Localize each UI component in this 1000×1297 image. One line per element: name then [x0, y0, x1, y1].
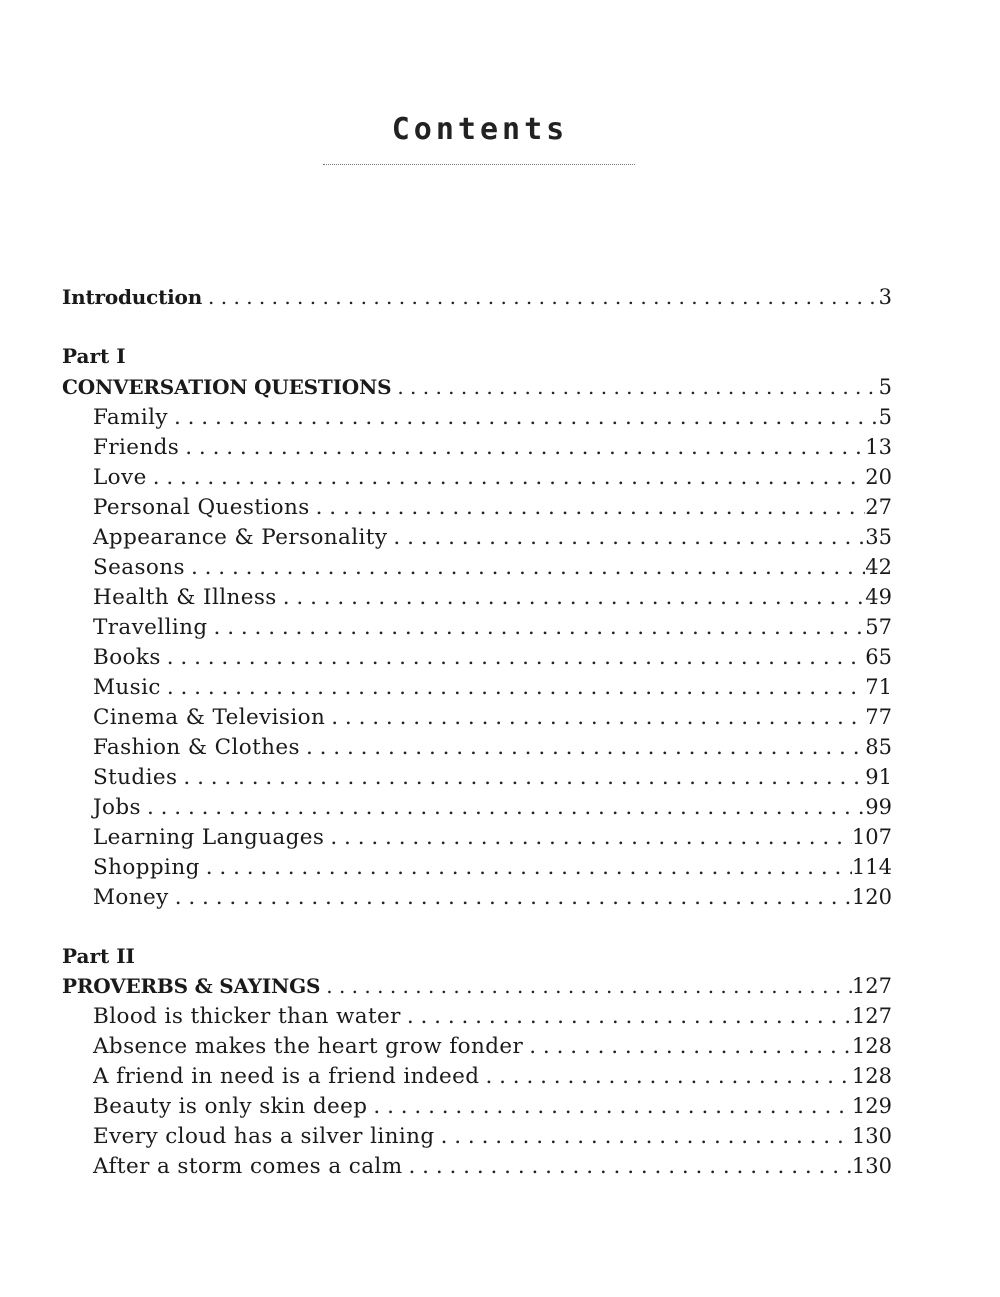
- toc-entry-label: Blood is thicker than water: [93, 1004, 401, 1029]
- toc-entry[interactable]: [93, 522, 892, 552]
- dot-leader: [479, 1062, 851, 1092]
- toc-entry[interactable]: [93, 762, 892, 792]
- toc-entry-page: 85: [865, 735, 892, 759]
- toc-entry-label: Every cloud has a silver lining: [93, 1124, 435, 1149]
- dot-leader: [300, 733, 865, 763]
- dot-leader: [435, 1122, 852, 1152]
- toc-entry-label: Love: [93, 465, 147, 490]
- toc-entry-label: Absence makes the heart grow fonder: [93, 1034, 524, 1059]
- dot-leader: [324, 823, 852, 853]
- toc-entry[interactable]: [93, 822, 892, 852]
- dot-leader: [208, 613, 866, 643]
- toc-entry-label: Fashion & Clothes: [93, 735, 300, 760]
- toc-entry-label: Introduction: [62, 285, 203, 309]
- toc-entry[interactable]: [93, 582, 892, 612]
- toc-entry-label: Cinema & Television: [93, 705, 326, 730]
- toc-entry-page: 128: [851, 1064, 892, 1088]
- toc-section-proverbs-sayings[interactable]: [62, 971, 892, 1001]
- toc-entry[interactable]: [93, 642, 892, 672]
- dot-leader: [367, 1092, 852, 1122]
- toc-entry-label: Travelling: [93, 615, 208, 640]
- toc-section-conversation-questions[interactable]: [62, 372, 892, 402]
- toc-entry-page: 49: [865, 585, 892, 609]
- toc-entry[interactable]: [93, 1091, 892, 1121]
- toc-entry-page: 3: [878, 285, 892, 309]
- toc-entry-label: Friends: [93, 435, 180, 460]
- toc-entry-page: 35: [865, 525, 892, 549]
- toc-entry-label: Appearance & Personality: [93, 525, 388, 550]
- toc-entry-page: 42: [865, 555, 892, 579]
- dot-leader: [320, 971, 852, 1001]
- toc-entry-page: 57: [865, 615, 892, 639]
- toc-entry[interactable]: [93, 552, 892, 582]
- toc-entry[interactable]: [93, 732, 892, 762]
- dot-leader: [200, 853, 852, 883]
- toc-entry[interactable]: [93, 1151, 892, 1181]
- dot-leader: [168, 403, 879, 433]
- title-underline: [323, 164, 635, 165]
- dot-leader: [325, 703, 865, 733]
- toc-entry-page: 107: [851, 825, 892, 849]
- dot-leader: [161, 643, 866, 673]
- toc-entry-label: Jobs: [93, 795, 141, 820]
- toc-entry[interactable]: [93, 432, 892, 462]
- toc-entry-page: 120: [851, 885, 892, 909]
- toc-entry-page: 71: [865, 675, 892, 699]
- dot-leader: [147, 463, 866, 493]
- toc-entry[interactable]: [93, 1061, 892, 1091]
- dot-leader: [141, 793, 865, 823]
- toc-entry-label: Books: [93, 645, 161, 670]
- toc-entry-label: PROVERBS & SAYINGS: [62, 974, 321, 998]
- dot-leader: [177, 763, 865, 793]
- toc-entry-page: 91: [865, 765, 892, 789]
- toc-entry-label: Studies: [93, 765, 178, 790]
- toc-entry-page: 27: [865, 495, 892, 519]
- toc-entry-label: After a storm comes a calm: [93, 1154, 403, 1179]
- dot-leader: [277, 583, 866, 613]
- toc-entry-label: A friend in need is a friend indeed: [93, 1064, 480, 1089]
- toc-entry-label: Family: [93, 405, 168, 430]
- toc-entry-page: 20: [865, 465, 892, 489]
- dot-leader: [523, 1032, 852, 1062]
- toc-entry[interactable]: [93, 1121, 892, 1151]
- toc-entry[interactable]: [93, 1001, 892, 1031]
- toc-entry-page: 13: [865, 435, 892, 459]
- dot-leader: [179, 433, 865, 463]
- dot-leader: [401, 1002, 852, 1032]
- toc-entry-page: 127: [851, 974, 892, 998]
- toc-entry-label: Personal Questions: [93, 495, 310, 520]
- toc-entry-page: 99: [865, 795, 892, 819]
- toc-entry-label: Seasons: [93, 555, 185, 580]
- toc-entry-page: 114: [851, 855, 892, 879]
- toc-entry[interactable]: [93, 402, 892, 432]
- toc-entry[interactable]: [93, 492, 892, 522]
- toc-entry-label: Music: [93, 675, 161, 700]
- toc-entry-page: 130: [851, 1154, 892, 1178]
- toc-entry-label: Health & Illness: [93, 585, 277, 610]
- dot-leader: [185, 553, 865, 583]
- toc-entry[interactable]: [93, 612, 892, 642]
- toc-entry[interactable]: [93, 792, 892, 822]
- toc-entry-page: 130: [851, 1124, 892, 1148]
- dot-leader: [403, 1152, 852, 1182]
- dot-leader: [387, 523, 865, 553]
- toc-entry-label: Learning Languages: [93, 825, 325, 850]
- toc-entry-page: 5: [878, 375, 892, 399]
- toc-entry-page: 77: [865, 705, 892, 729]
- dot-leader: [391, 372, 878, 402]
- toc-entry-page: 5: [878, 405, 892, 429]
- page-title: Contents: [391, 112, 569, 147]
- toc-entry-page: 128: [851, 1034, 892, 1058]
- toc-entry[interactable]: [93, 702, 892, 732]
- dot-leader: [202, 282, 879, 312]
- toc-entry[interactable]: [93, 1031, 892, 1061]
- toc-entry[interactable]: [93, 672, 892, 702]
- toc-entry[interactable]: [93, 462, 892, 492]
- toc-entry[interactable]: [93, 852, 892, 882]
- toc-entry-label: Beauty is only skin deep: [93, 1094, 368, 1119]
- toc-entry-page: 127: [851, 1004, 892, 1028]
- dot-leader: [169, 883, 852, 913]
- dot-leader: [310, 493, 866, 523]
- toc-entry-page: 65: [865, 645, 892, 669]
- dot-leader: [161, 673, 865, 703]
- toc-entry-label: CONVERSATION QUESTIONS: [62, 375, 392, 399]
- toc-entry-page: 129: [851, 1094, 892, 1118]
- part-heading: Part II: [62, 944, 135, 968]
- toc-entry-label: Money: [93, 885, 169, 910]
- toc-entry-label: Shopping: [93, 855, 200, 880]
- toc-entry[interactable]: [93, 882, 892, 912]
- toc-entry-introduction[interactable]: [62, 282, 892, 312]
- part-heading: Part I: [62, 344, 126, 368]
